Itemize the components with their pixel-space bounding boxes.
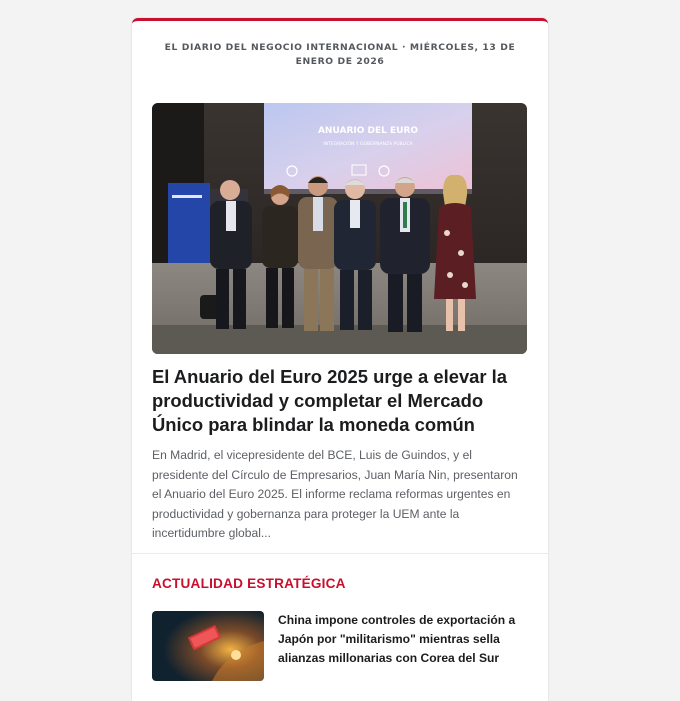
section-divider [132, 553, 548, 554]
screen-subtitle: INTEGRACIÓN Y GOBERNANZA PÚBLICA [323, 142, 413, 147]
article-summary: En Madrid, el vicepresidente del BCE, Luis de Guindos, y el presidente del Círculo de Empresarios, Juan María Nin, presentaron el Anuario del Euro 2025. El informe reclama reformas urgentes en productividad y gobernanza para proteger la UEM ante la incertidumbre global... [152, 448, 518, 541]
hero-image[interactable] [152, 103, 527, 354]
section-title: ACTUALIDAD ESTRATÉGICA [152, 576, 346, 591]
newsletter-card [132, 18, 548, 701]
screen-title: ANUARIO DEL EURO [317, 126, 419, 136]
news-list-item[interactable] [152, 611, 528, 691]
masthead-dateline: EL DIARIO DEL NEGOCIO INTERNACIONAL · MIÉRCOLES, 13 DE ENERO DE 2026 [164, 42, 516, 67]
news-thumbnail[interactable] [152, 611, 264, 681]
news-headline[interactable]: China impone controles de exportación a Japón por "militarismo" mientras sella alianzas millonarias con Corea del Sur [278, 613, 516, 665]
article-headline[interactable]: El Anuario del Euro 2025 urge a elevar la productividad y completar el Mercado Único para blindar la moneda común [152, 366, 508, 435]
